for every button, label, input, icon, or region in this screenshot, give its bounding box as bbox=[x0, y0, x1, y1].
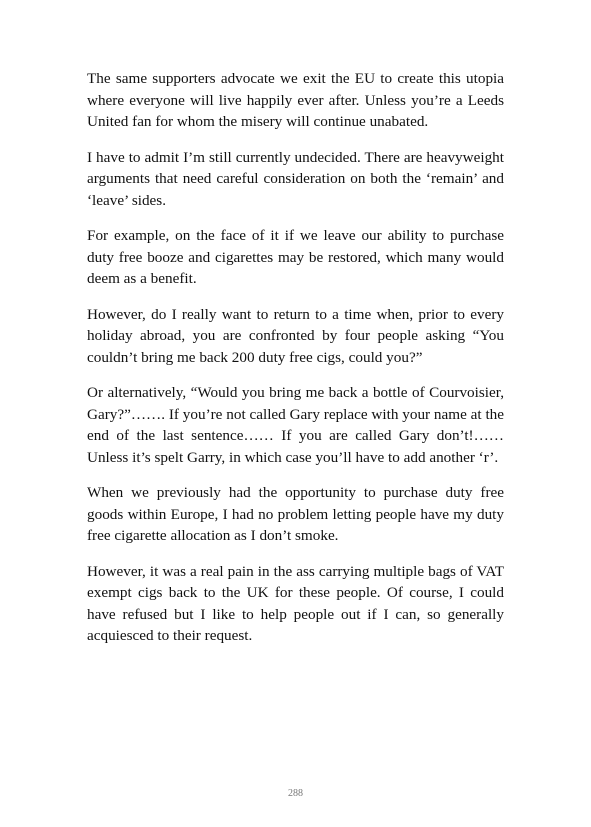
paragraph-5: Or alternatively, “Would you bring me back a bottle of Courvoisier, Gary?”……. If you’re not called Gary replace with your name at the end of the last sentence…… If you are called Gary don’t!…… Unless it’s spelt Garry, in which case you’ll have to add another ‘r’. bbox=[87, 384, 504, 466]
paragraph-7: However, it was a real pain in the ass carrying multiple bags of VAT exempt cigs back to the UK for these people. Of course, I could have refused but I like to help people out if I can, so generally acquiesced to their request. bbox=[87, 562, 504, 644]
paragraph-6: When we previously had the opportunity to purchase duty free goods within Europe, I had no problem letting people have my duty free cigarette allocation as I don’t smoke. bbox=[87, 484, 504, 544]
page-number: 288 bbox=[288, 788, 303, 799]
body-text bbox=[87, 68, 504, 661]
paragraph-1: The same supporters advocate we exit the EU to create this utopia where everyone will live happily ever after. Unless you’re a Leeds United fan for whom the misery will continue unabated. bbox=[87, 70, 504, 130]
paragraph-2: I have to admit I’m still currently undecided. There are heavyweight arguments that need careful consideration on both the ‘remain’ and ‘leave’ sides. bbox=[87, 148, 504, 209]
paragraph-3: For example, on the face of it if we leave our ability to purchase duty free booze and cigarettes may be restored, which many would deem as a benefit. bbox=[87, 227, 504, 287]
paragraph-4: However, do I really want to return to a time when, prior to every holiday abroad, you are confronted by four people asking “You couldn’t bring me back 200 duty free cigs, could you?” bbox=[87, 305, 504, 366]
